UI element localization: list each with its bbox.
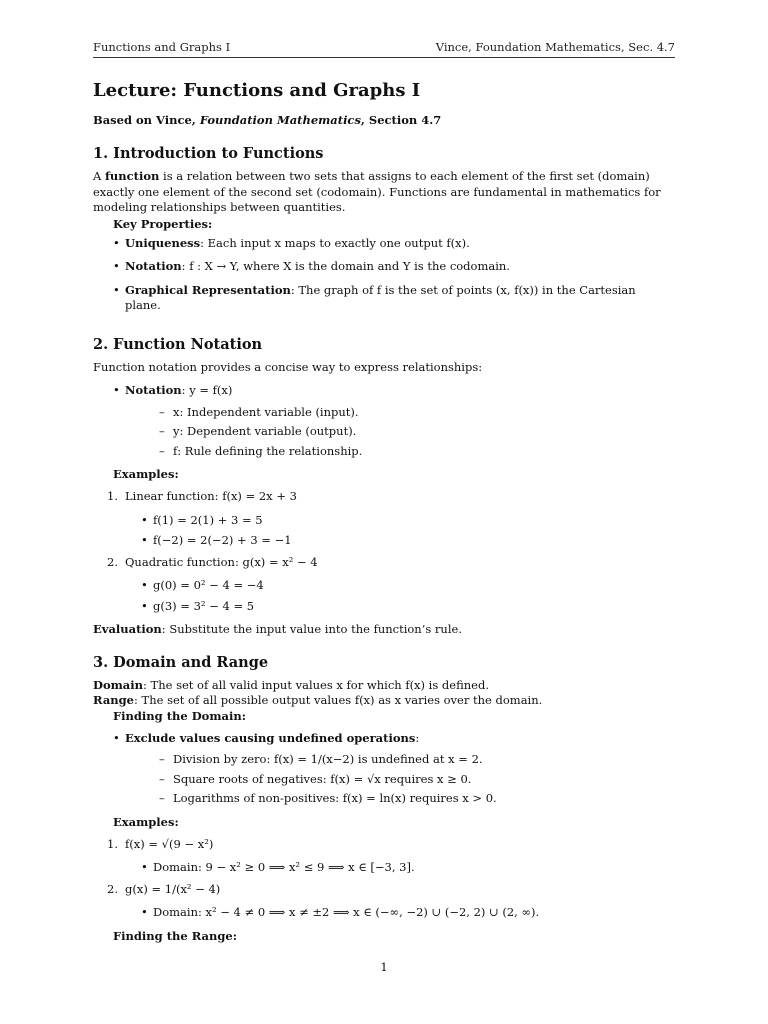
item-number: 1. bbox=[107, 489, 118, 503]
notation-term: Notation bbox=[125, 383, 182, 397]
domain-text: : The set of all valid input values x for which f(x) is defined. bbox=[143, 677, 489, 692]
example-text: Linear function: f(x) = 2x + 3 bbox=[125, 489, 297, 503]
item-term: Uniqueness bbox=[125, 235, 201, 250]
examples-label: Examples: bbox=[113, 814, 179, 829]
list-item: • f(−2) = 2(−2) + 3 = −1 bbox=[125, 533, 675, 549]
page-title: Lecture: Functions and Graphs I bbox=[93, 80, 421, 101]
list-item: • g(3) = 3² − 4 = 5 bbox=[125, 599, 675, 615]
intro-term: function bbox=[104, 169, 160, 183]
example-bullets bbox=[125, 513, 675, 549]
domain-examples bbox=[93, 837, 675, 921]
list-item bbox=[93, 236, 675, 252]
key-properties-list bbox=[93, 236, 675, 314]
domain-rules-list bbox=[93, 731, 675, 807]
list-item: – x: Independent variable (input). bbox=[125, 405, 675, 421]
example-bullets bbox=[125, 578, 675, 614]
section-2-intro: Function notation provides a concise way to express relationships: bbox=[93, 359, 483, 374]
list-item bbox=[93, 283, 675, 314]
example-bullets bbox=[125, 905, 675, 921]
page-subtitle bbox=[93, 113, 675, 127]
notation-list bbox=[93, 383, 675, 459]
list-item: • Domain: x² − 4 ≠ 0 ⟹ x ≠ ±2 ⟹ x ∈ (−∞, −2) ∪ (−2, 2) ∪ (2, ∞). bbox=[125, 905, 675, 921]
notation-text: : y = f(x) bbox=[181, 383, 233, 397]
item-number: 1. bbox=[107, 836, 118, 851]
list-item: • Domain: 9 − x² ≥ 0 ⟹ x² ≤ 9 ⟹ x ∈ [−3, 3]. bbox=[125, 860, 675, 876]
list-item bbox=[93, 731, 675, 807]
exclude-term: Exclude values causing undefined operations bbox=[125, 730, 416, 745]
list-item bbox=[93, 489, 675, 549]
range-text: : The set of all possible output values f(x) as x varies over the domain. bbox=[134, 693, 543, 707]
exclude-colon: : bbox=[415, 730, 420, 745]
item-text: : The graph of f is the set of points (x, f(x)) in the Cartesian plane. bbox=[125, 282, 636, 312]
list-item: – y: Dependent variable (output). bbox=[125, 424, 675, 440]
item-text: : Each input x maps to exactly one output f(x). bbox=[200, 235, 470, 250]
header-right: Vince, Foundation Mathematics, Sec. 4.7 bbox=[435, 40, 675, 54]
finding-domain-label: Finding the Domain: bbox=[113, 708, 246, 723]
undefined-ops-list bbox=[125, 752, 675, 807]
item-number: 2. bbox=[107, 554, 118, 569]
example-text: g(x) = 1/(x² − 4) bbox=[125, 881, 221, 896]
section-1-heading: 1. Introduction to Functions bbox=[93, 145, 324, 162]
domain-definition bbox=[93, 678, 675, 694]
item-text: : f : X → Y, where X is the domain and Y is the codomain. bbox=[181, 259, 510, 273]
list-item: • f(1) = 2(1) + 3 = 5 bbox=[125, 513, 675, 529]
range-definition bbox=[93, 693, 675, 709]
header-left: Functions and Graphs I bbox=[93, 40, 231, 54]
section-3-heading: 3. Domain and Range bbox=[93, 653, 269, 671]
item-term: Notation bbox=[125, 259, 182, 273]
evaluation-note bbox=[93, 622, 675, 638]
finding-range-label: Finding the Range: bbox=[113, 928, 237, 943]
range-term: Range bbox=[93, 693, 134, 707]
page-number: 1 bbox=[380, 960, 388, 974]
list-item: – f: Rule defining the relationship. bbox=[125, 444, 675, 460]
item-term: Graphical Representation bbox=[125, 282, 291, 297]
subtitle-suffix: , Section 4.7 bbox=[360, 113, 442, 127]
list-item bbox=[93, 555, 675, 615]
evaluation-text: : Substitute the input value into the function’s rule. bbox=[161, 622, 462, 636]
subtitle-book: Foundation Mathematics bbox=[199, 113, 361, 127]
list-item bbox=[93, 837, 675, 876]
intro-text-b: is a relation between two sets that assigns to each element of the first set (domain) exactly one element of the second set (codomain). Functions are fundamental in mathematics for modeling relationships between quantities. bbox=[93, 169, 661, 214]
intro-text-a: A bbox=[93, 169, 105, 183]
section-2-heading: 2. Function Notation bbox=[93, 335, 263, 353]
example-text: Quadratic function: g(x) = x² − 4 bbox=[125, 554, 318, 569]
variable-list bbox=[125, 405, 675, 460]
list-item bbox=[93, 259, 675, 275]
item-number: 2. bbox=[107, 881, 118, 896]
example-text: f(x) = √(9 − x²) bbox=[125, 836, 214, 851]
notation-examples bbox=[93, 489, 675, 614]
domain-term: Domain bbox=[93, 677, 143, 692]
subtitle-prefix: Based on Vince, bbox=[93, 113, 200, 127]
list-item: – Division by zero: f(x) = 1/(x−2) is undefined at x = 2. bbox=[125, 752, 675, 768]
list-item: – Logarithms of non-positives: f(x) = ln(x) requires x > 0. bbox=[125, 791, 675, 807]
list-item bbox=[93, 383, 675, 459]
list-item: – Square roots of negatives: f(x) = √x requires x ≥ 0. bbox=[125, 772, 675, 788]
list-item: • g(0) = 0² − 4 = −4 bbox=[125, 578, 675, 594]
section-1-intro bbox=[93, 169, 675, 216]
list-item bbox=[93, 882, 675, 921]
running-header bbox=[93, 40, 675, 58]
key-properties-label: Key Properties: bbox=[113, 216, 213, 231]
page-content bbox=[93, 80, 675, 948]
examples-label: Examples: bbox=[113, 467, 179, 481]
evaluation-term: Evaluation bbox=[93, 622, 162, 636]
example-bullets bbox=[125, 860, 675, 876]
